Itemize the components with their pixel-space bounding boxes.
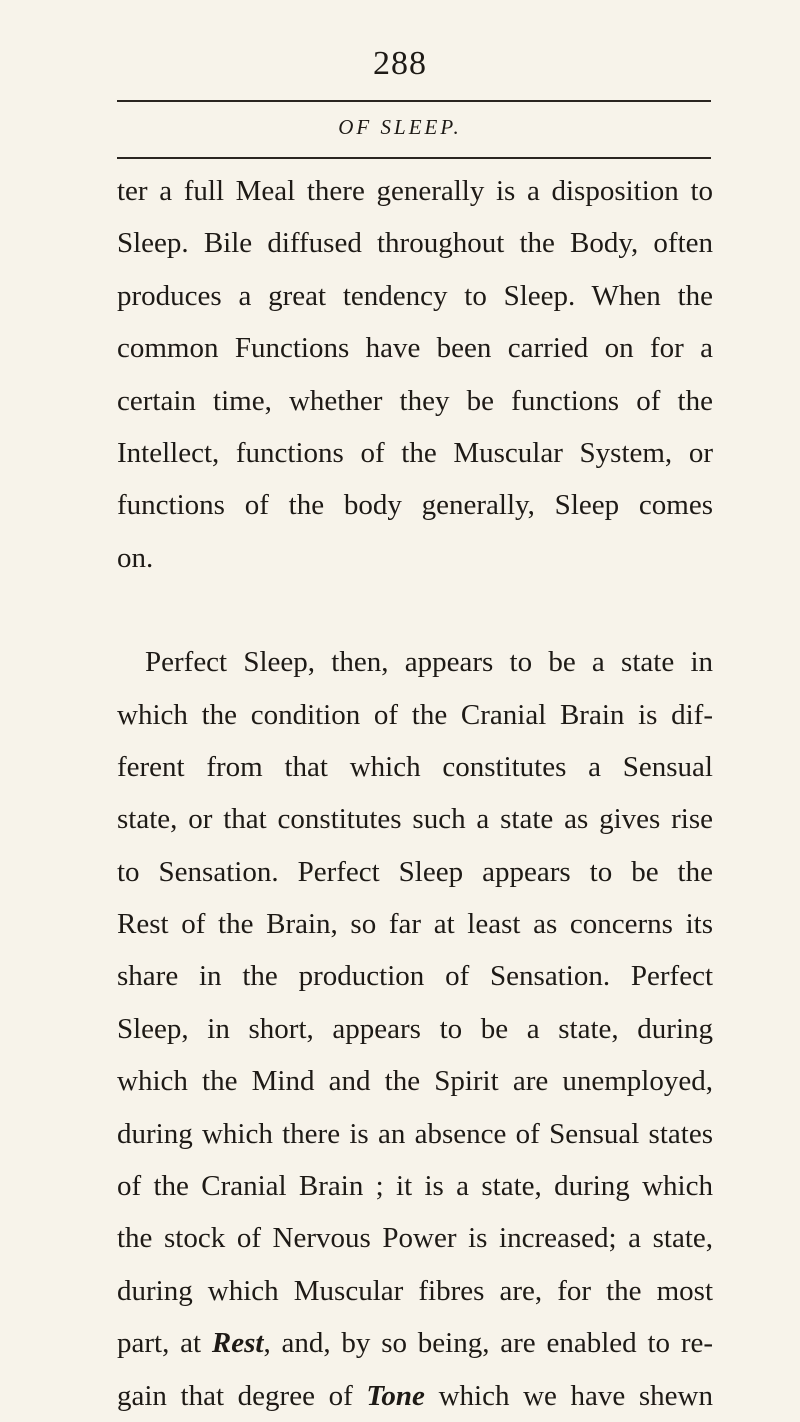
running-head: OF SLEEP. [338, 115, 462, 139]
text-segment: , and, by so being, are enabled to re- [263, 1327, 714, 1360]
text-line: of the Cranial Brain ; it is a state, during which [117, 1170, 713, 1203]
text-line: during which Muscular fibres are, for the most [117, 1274, 713, 1307]
text-segment: gain that degree of [117, 1379, 367, 1412]
text-line: Intellect, functions of the Muscular System, or [117, 436, 713, 469]
text-line [117, 1370, 713, 1422]
body-text [117, 165, 713, 1422]
text-line: Perfect Sleep, then, appears to be a state in [145, 646, 713, 679]
paragraph-gap [117, 584, 713, 636]
text-line: common Functions have been carried on for a [117, 332, 713, 365]
text-line: share in the production of Sensation. Perfect [117, 960, 713, 993]
text-segment: part, at [117, 1327, 212, 1360]
text-line: Sleep, in short, appears to be a state, during [117, 1012, 713, 1045]
emphasis-tone: Tone [366, 1379, 425, 1412]
text-line: produces a great tendency to Sleep. When the [117, 279, 713, 312]
text-line: the stock of Nervous Power is increased; a state, [117, 1222, 713, 1255]
text-line: state, or that constitutes such a state as gives rise [117, 803, 713, 836]
text-line: ferent from that which constitutes a Sensual [117, 750, 713, 783]
header-rule-bottom [117, 157, 711, 159]
emphasis-rest: Rest [211, 1327, 264, 1360]
text-line: which the Mind and the Spirit are unemployed, [117, 1065, 713, 1098]
text-line: certain time, whether they be functions of the [117, 384, 713, 417]
text-line: Rest of the Brain, so far at least as concerns its [117, 908, 713, 941]
text-line: during which there is an absence of Sensual states [117, 1117, 713, 1150]
paragraph-2 [117, 636, 713, 1422]
text-line: which the condition of the Cranial Brain is dif- [117, 698, 713, 731]
text-line: Sleep. Bile diffused throughout the Body, often [117, 227, 713, 260]
text-line [117, 1317, 713, 1369]
header-rule-top [117, 100, 711, 102]
page-number: 288 [373, 45, 427, 82]
text-line: functions of the body generally, Sleep comes [117, 489, 713, 522]
text-line: ter a full Meal there generally is a disposition to [117, 175, 713, 207]
paragraph-1 [117, 165, 713, 584]
text-line: to Sensation. Perfect Sleep appears to be the [117, 855, 713, 888]
text-segment: which we have shewn [424, 1379, 713, 1412]
text-line: on. [117, 541, 154, 574]
